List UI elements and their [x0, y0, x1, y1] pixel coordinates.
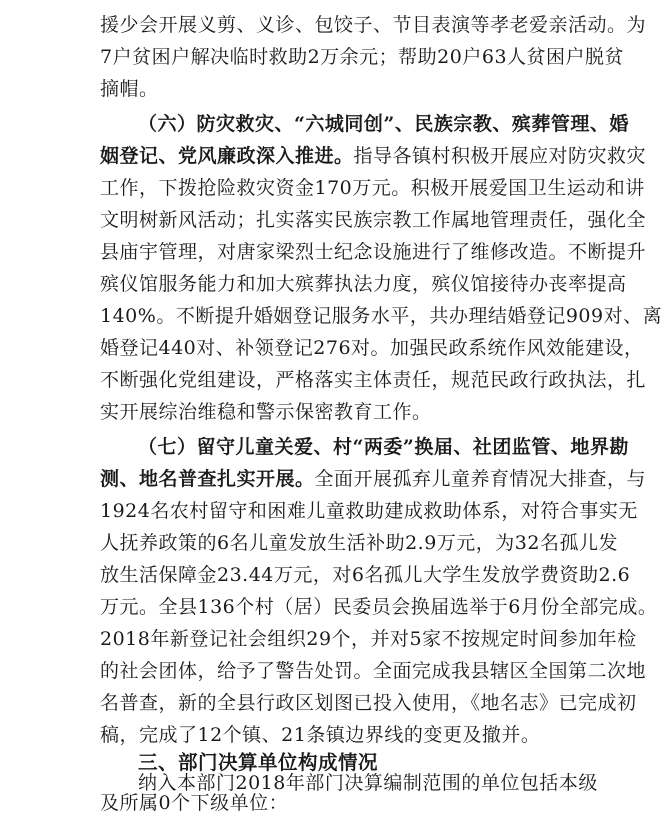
body-text-line: 实开展综治维稳和警示保密教育工作。 [100, 401, 432, 423]
body-text-line: 名普查，新的全县行政区划图已投入使用，《地名志》已完成初 [100, 692, 637, 714]
body-text-line: 的社会团体，给予了警告处罚。全面完成我县辖区全国第二次地 [100, 660, 647, 682]
body-text-line: 140%。不断提升婚姻登记服务水平，共办理结婚登记909对、离 [100, 305, 663, 327]
body-text-line: 放生活保障金23.44万元，对6名孤儿大学生发放学费资助2.6 [100, 564, 631, 586]
section-3-heading: 三、部门决算单位构成情况 [138, 751, 379, 774]
body-text-line: 7户贫困户解决临时救助2万余元；帮助20户63人贫困户脱贫 [100, 46, 625, 68]
body-text-line: 1924名农村留守和困难儿童救助建成救助体系，对符合事实无 [100, 500, 638, 522]
body-text-line: 2018年新登记社会组织29个，并对5家不按规定时间参加年检 [100, 628, 637, 650]
body-text-line: 婚登记440对、补领登记276对。加强民政系统作风效能建设， [100, 337, 644, 359]
body-text-line: 稿，完成了12个镇、21条镇边界线的变更及撤并。 [100, 724, 541, 746]
body-text-span: 指导各镇村积极开展应对防灾救灾 [353, 145, 647, 167]
body-text-line: 县庙宇管理，对唐家梁烈士纪念设施进行了维修改造。不断提升 [100, 241, 647, 263]
body-text-line: 纳入本部门2018年部门决算编制范围的单位包括本级 [138, 772, 598, 794]
body-text-line: 万元。全县136个村（居）民委员会换届选举于6月份全部完成。 [100, 596, 658, 618]
body-text-line: 不断强化党组建设，严格落实主体责任，规范民政行政执法，扎 [100, 369, 647, 391]
body-text-line: 人抚养政策的6名儿童发放生活补助2.9万元，为32名孤儿发 [100, 532, 618, 554]
body-text-line: 文明树新风活动；扎实落实民族宗教工作属地管理责任，强化全 [100, 209, 647, 231]
section-heading-7-cont: 测、地名普查扎实开展。 [100, 468, 315, 490]
body-text-line [100, 468, 647, 490]
section-heading-6: （六）防灾救灾、“六城同创”、民族宗教、殡葬管理、婚 [138, 113, 629, 135]
section-heading-7: （七）留守儿童关爱、村“两委”换届、社团监管、地界勘 [138, 436, 629, 458]
section-heading-6-cont: 姻登记、党风廉政深入推进。 [100, 145, 354, 167]
body-text-span: 全面开展孤弃儿童养育情况大排查，与 [314, 468, 647, 490]
body-text-line: 及所属0个下级单位： [100, 792, 289, 814]
body-text-line: 援少会开展义剪、义诊、包饺子、节目表演等孝老爱亲活动。为 [100, 14, 647, 36]
body-text-line: 摘帽。 [100, 78, 159, 100]
body-text-line: 工作，下拨抢险救灾资金170万元。积极开展爱国卫生运动和讲 [100, 177, 645, 199]
body-text-line [100, 145, 647, 167]
body-text-line: 殡仪馆服务能力和加大殡葬执法力度，殡仪馆接待办丧率提高 [100, 273, 627, 295]
